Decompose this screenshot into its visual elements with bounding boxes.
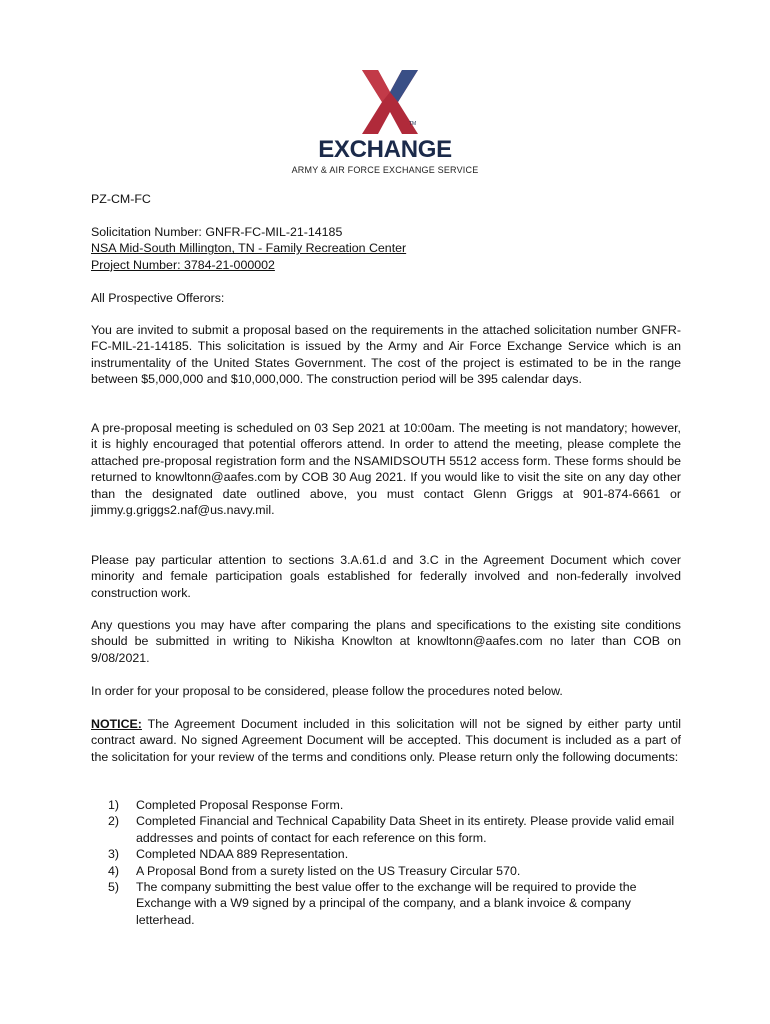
list-item: 1) Completed Proposal Response Form. [108,798,344,812]
notice-paragraph [91,716,681,765]
document-code: PZ-CM-FC [91,192,151,206]
brand-name: EXCHANGE [318,136,452,163]
brand-tagline: ARMY & AIR FORCE EXCHANGE SERVICE [291,165,479,175]
list-item: 3) Completed NDAA 889 Representation. [108,847,349,862]
paragraph-participation-goals: Please pay particular attention to sections 3.A.61.d and 3.C in the Agreement Document which cover minority and female participation goals established for federally involved and non-federally involved construction work. [91,553,681,600]
trademark-mark: TM [409,121,417,127]
notice-label: NOTICE: [91,717,142,731]
project-site: NSA Mid-South Millington, TN - Family Recreation Center [91,241,407,256]
paragraph-invitation: You are invited to submit a proposal based on the requirements in the attached solicitation number GNFR-FC-MIL-21-14185. This solicitation is issued by the Army and Air Force Exchange Service which is an instrumentality of the United States Government. The cost of the project is estimated to be in the range between $5,000,000 and $10,000,000. The construction period will be 395 calendar days. [91,323,681,387]
required-documents-list [91,797,681,928]
list-item: 2) Completed Financial and Technical Capability Data Sheet in its entirety. Please provide valid email addresses and points of contact for each reference on this form. [108,814,675,845]
project-number: Project Number: 3784-21-000002 [91,257,275,272]
solicitation-number: Solicitation Number: GNFR-FC-MIL-21-14185 [91,225,343,239]
notice-text: The Agreement Document included in this solicitation will not be signed by either party until contract award. No signed Agreement Document will be accepted. This document is included as a part of the solicitation for your review of the terms and conditions only. Please return only the following documents: [91,717,681,764]
paragraph-procedures: In order for your proposal to be considered, please follow the procedures noted below. [91,684,563,698]
salutation: All Prospective Offerors: [91,291,225,305]
list-item: 5) The company submitting the best value offer to the exchange will be required to provide the Exchange with a W9 signed by a principal of the company, and a blank invoice & company letterhead. [108,880,637,927]
solicitation-block [91,224,681,273]
list-item: 4) A Proposal Bond from a surety listed on the US Treasury Circular 570. [108,863,521,878]
paragraph-pre-proposal-meeting: A pre-proposal meeting is scheduled on 03 Sep 2021 at 10:00am. The meeting is not mandatory; however, it is highly encouraged that potential offerors attend. In order to attend the meeting, please complete the attached pre-proposal registration form and the NSAMIDSOUTH 5512 access form. These forms should be returned to knowltonn@aafes.com by COB 30 Aug 2021. If you would like to visit the site on any day other than the designated date outlined above, you must contact Glenn Griggs at 901-874-6661 or jimmy.g.griggs2.naf@us.navy.mil. [91,421,681,518]
paragraph-questions: Any questions you may have after comparing the plans and specifications to the existing site conditions should be submitted in writing to Nikisha Knowlton at knowltonn@aafes.com no later than COB on 9/08/2021. [91,618,681,665]
